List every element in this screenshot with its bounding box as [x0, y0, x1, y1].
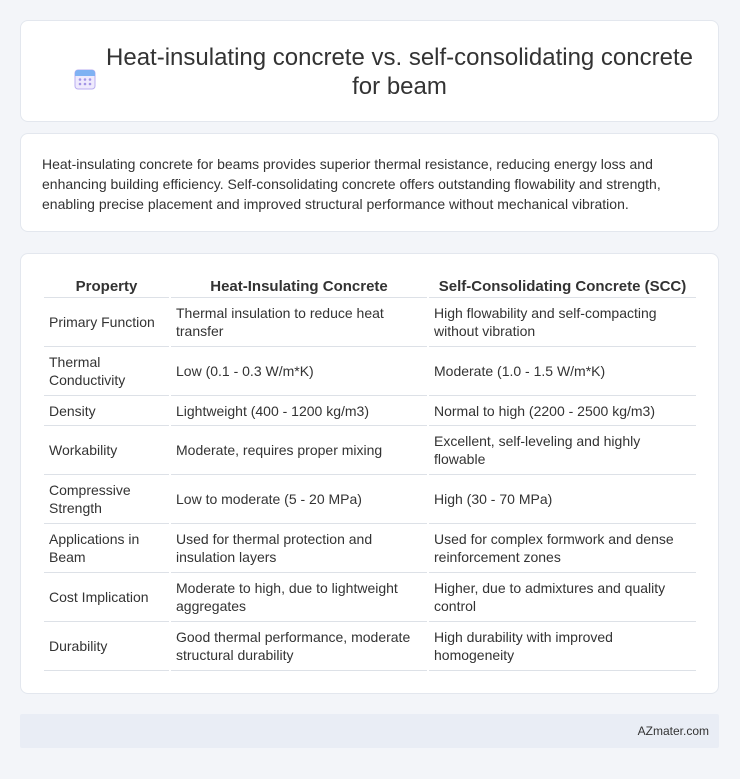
table-row [44, 347, 696, 396]
column-header-heat-insulating: Heat-Insulating Concrete [171, 276, 427, 298]
table-header-row [44, 276, 696, 298]
title-card [20, 20, 719, 122]
scc-cell: Normal to high (2200 - 2500 kg/m3) [429, 396, 696, 426]
scc-cell: High durability with improved homogeneity [429, 622, 696, 671]
table-row [44, 426, 696, 475]
page-title: Heat-insulating concrete vs. self-consolidating concrete for beam [106, 44, 693, 100]
table-row [44, 475, 696, 524]
heat-insulating-cell: Lightweight (400 - 1200 kg/m3) [171, 396, 427, 426]
scc-cell: Higher, due to admixtures and quality control [429, 573, 696, 622]
scc-cell: Excellent, self-leveling and highly flowable [429, 426, 696, 475]
scc-cell: High (30 - 70 MPa) [429, 475, 696, 524]
property-cell: Cost Implication [44, 573, 169, 622]
property-cell: Durability [44, 622, 169, 671]
property-cell: Applications in Beam [44, 524, 169, 573]
property-cell: Compressive Strength [44, 475, 169, 524]
intro-paragraph: Heat-insulating concrete for beams provides superior thermal resistance, reducing energy loss and enhancing building efficiency. Self-consolidating concrete offers outstanding flowability and strength, enabling precise placement and improved structural performance without mechanical vibration. [42, 156, 661, 212]
scc-cell: Moderate (1.0 - 1.5 W/m*K) [429, 347, 696, 396]
intro-card [20, 133, 719, 232]
column-header-scc: Self-Consolidating Concrete (SCC) [429, 276, 696, 298]
heat-insulating-cell: Thermal insulation to reduce heat transfer [171, 298, 427, 347]
calendar-icon [73, 67, 97, 91]
scc-cell: High flowability and self-compacting without vibration [429, 298, 696, 347]
property-cell: Thermal Conductivity [44, 347, 169, 396]
table-row [44, 573, 696, 622]
table-row [44, 298, 696, 347]
property-cell: Density [44, 396, 169, 426]
property-cell: Workability [44, 426, 169, 475]
table-row [44, 396, 696, 426]
heat-insulating-cell: Good thermal performance, moderate structural durability [171, 622, 427, 671]
table-row [44, 524, 696, 573]
heat-insulating-cell: Moderate, requires proper mixing [171, 426, 427, 475]
heat-insulating-cell: Low to moderate (5 - 20 MPa) [171, 475, 427, 524]
heat-insulating-cell: Moderate to high, due to lightweight aggregates [171, 573, 427, 622]
heat-insulating-cell: Used for thermal protection and insulation layers [171, 524, 427, 573]
scc-cell: Used for complex formwork and dense reinforcement zones [429, 524, 696, 573]
comparison-table [42, 276, 698, 671]
table-card [20, 253, 719, 694]
property-cell: Primary Function [44, 298, 169, 347]
table-row [44, 622, 696, 671]
footer [20, 714, 719, 748]
column-header-property: Property [44, 276, 169, 298]
footer-brand: AZmater.com [637, 724, 709, 738]
heat-insulating-cell: Low (0.1 - 0.3 W/m*K) [171, 347, 427, 396]
